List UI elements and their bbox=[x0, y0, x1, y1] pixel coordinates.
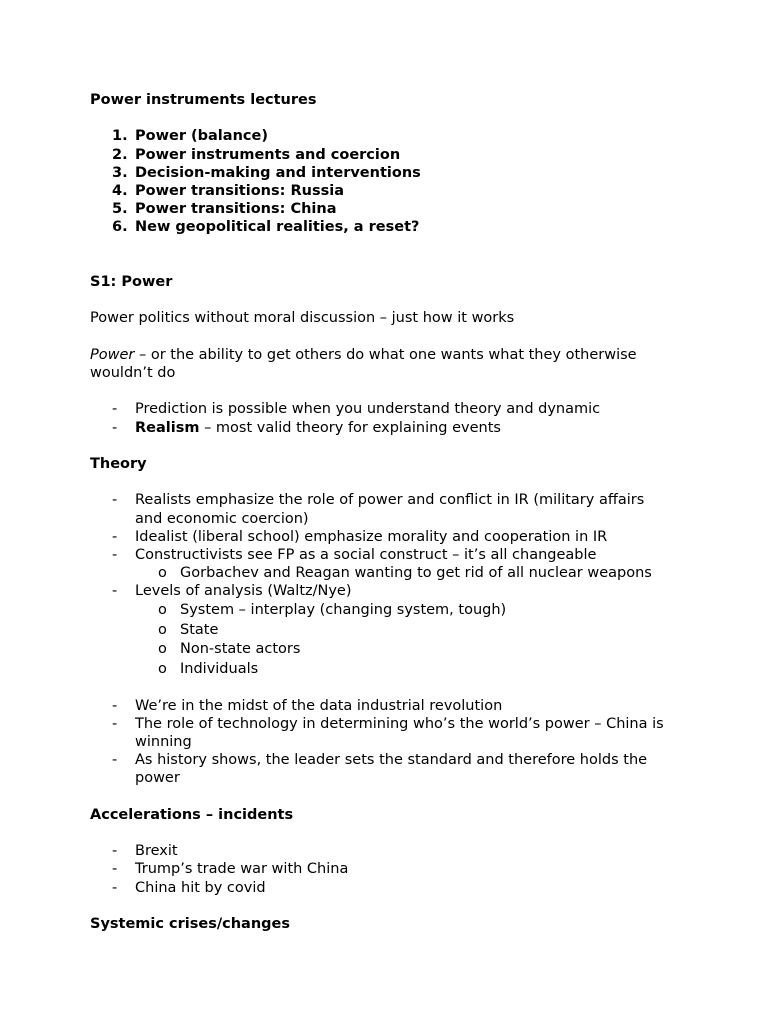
lecture-item: 2. Power instruments and coercion bbox=[112, 146, 401, 163]
list-item: - We’re in the midst of the data industrial revolution bbox=[112, 697, 503, 714]
lecture-item: 3. Decision-making and interventions bbox=[112, 164, 421, 181]
list-item: - China hit by covid bbox=[112, 879, 266, 896]
section-heading-accelerations: Accelerations – incidents bbox=[90, 806, 294, 823]
list-item: - Realism – most valid theory for explaining events bbox=[112, 419, 501, 436]
list-item: - As history shows, the leader sets the standard and therefore holds the power bbox=[112, 752, 648, 787]
lecture-list bbox=[90, 127, 690, 236]
power-definition: Power – or the ability to get others do what one wants what they otherwise wouldn’t do bbox=[90, 346, 637, 381]
list-item: - Levels of analysis (Waltz/Nye) bbox=[112, 583, 352, 600]
sub-list-item: o State bbox=[158, 621, 219, 638]
list-item: - Brexit bbox=[112, 843, 178, 860]
section-heading-systemic: Systemic crises/changes bbox=[90, 915, 290, 932]
sub-list-item: o Non-state actors bbox=[158, 640, 301, 657]
section-heading-theory: Theory bbox=[90, 455, 147, 472]
section-heading-s1: S1: Power bbox=[90, 274, 173, 290]
list-item: - Idealist (liberal school) emphasize morality and cooperation in IR bbox=[112, 528, 608, 545]
document-title: Power instruments lectures bbox=[90, 92, 317, 108]
list-item: - The role of technology in determining who’s the world’s power – China is winning bbox=[112, 715, 664, 750]
lecture-item: 5. Power transitions: China bbox=[112, 201, 337, 218]
sub-list-item: o System – interplay (changing system, tough) bbox=[158, 601, 507, 618]
list-item: - Trump’s trade war with China bbox=[112, 861, 349, 878]
s1-intro-paragraph: Power politics without moral discussion – just how it works bbox=[90, 310, 515, 327]
sub-list-item: o Individuals bbox=[158, 661, 259, 678]
sub-list-item: o Gorbachev and Reagan wanting to get rid of all nuclear weapons bbox=[158, 565, 652, 582]
lecture-item: 6. New geopolitical realities, a reset? bbox=[112, 219, 420, 236]
power-term: Power bbox=[90, 346, 135, 363]
list-item: - Realists emphasize the role of power and conflict in IR (military affairs and economic coercion) bbox=[112, 492, 645, 527]
list-item: - Prediction is possible when you understand theory and dynamic bbox=[112, 401, 601, 418]
lecture-item: 1. Power (balance) bbox=[112, 128, 268, 145]
lecture-item: 4. Power transitions: Russia bbox=[112, 183, 344, 199]
list-item: - Constructivists see FP as a social construct – it’s all changeable bbox=[112, 546, 597, 563]
document-body bbox=[90, 91, 690, 933]
